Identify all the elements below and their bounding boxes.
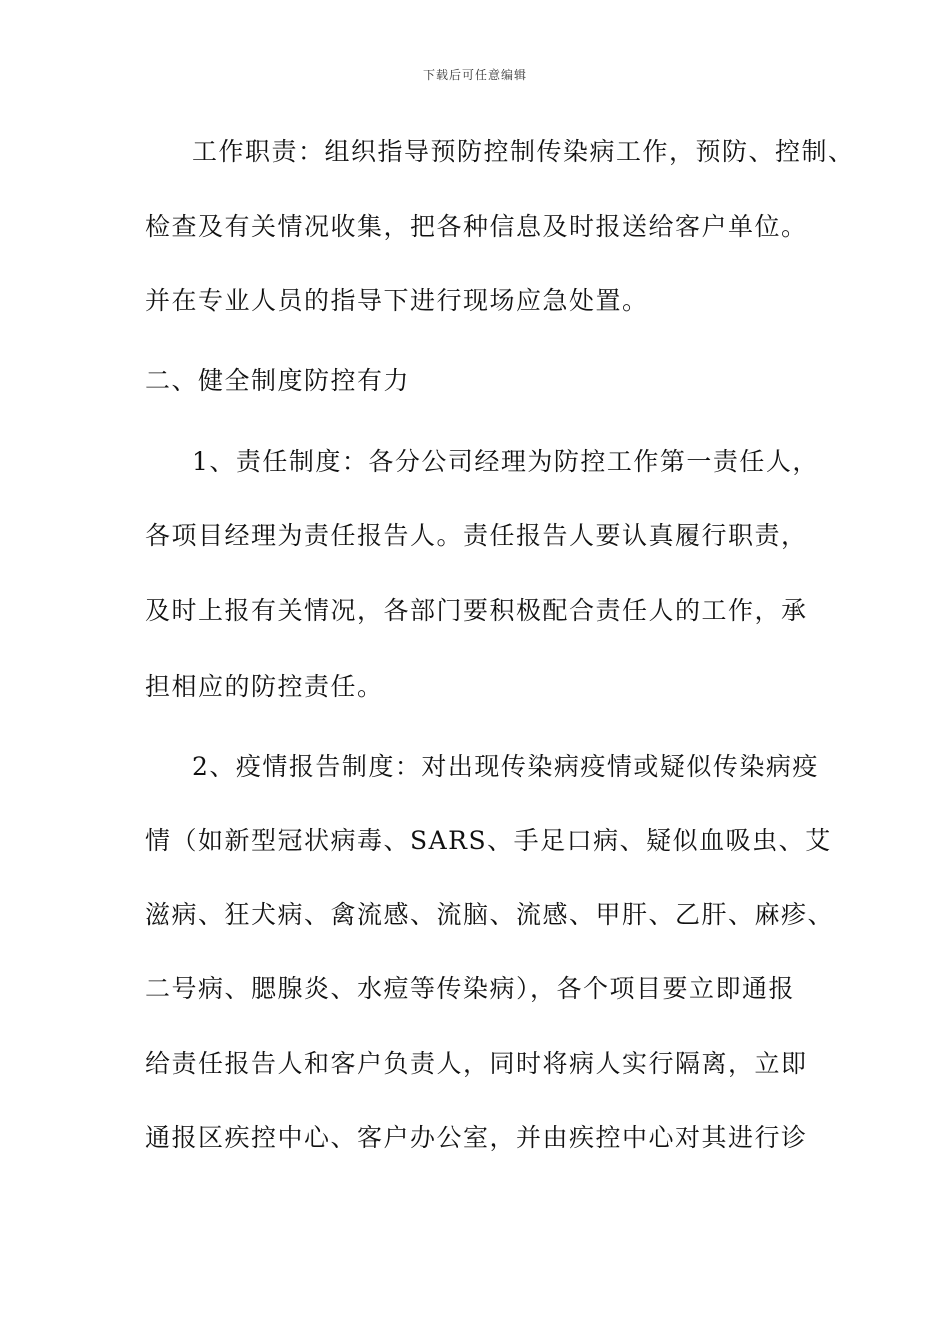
paragraph-line: 及时上报有关情况，各部门要积极配合责任人的工作，承 <box>145 596 808 625</box>
paragraph-line: 工作职责：组织指导预防控制传染病工作，预防、控制、 <box>192 137 855 166</box>
paragraph-line: 滋病、狂犬病、禽流感、流脑、流感、甲肝、乙肝、麻疹、 <box>145 900 835 929</box>
paragraph-line: 给责任报告人和客户负责人，同时将病人实行隔离，立即 <box>145 1049 808 1078</box>
paragraph-line: 2、疫情报告制度：对出现传染病疫情或疑似传染病疫 <box>192 752 819 781</box>
paragraph-line: 情（如新型冠状病毒、SARS、手足口病、疑似血吸虫、艾 <box>145 826 832 855</box>
paragraph-line: 并在专业人员的指导下进行现场应急处置。 <box>145 286 649 315</box>
paragraph-line: 通报区疾控中心、客户办公室，并由疾控中心对其进行诊 <box>145 1123 808 1152</box>
paragraph-line: 担相应的防控责任。 <box>145 672 384 701</box>
paragraph-line: 检查及有关情况收集，把各种信息及时报送给客户单位。 <box>145 212 808 241</box>
paragraph-line: 1、责任制度：各分公司经理为防控工作第一责任人， <box>192 447 819 476</box>
paragraph-line: 二号病、腮腺炎、水痘等传染病），各个项目要立即通报 <box>145 974 796 1003</box>
section-heading: 二、健全制度防控有力 <box>145 366 411 395</box>
paragraph-line: 各项目经理为责任报告人。责任报告人要认真履行职责， <box>145 521 808 550</box>
header-note: 下载后可任意编辑 <box>422 68 527 82</box>
